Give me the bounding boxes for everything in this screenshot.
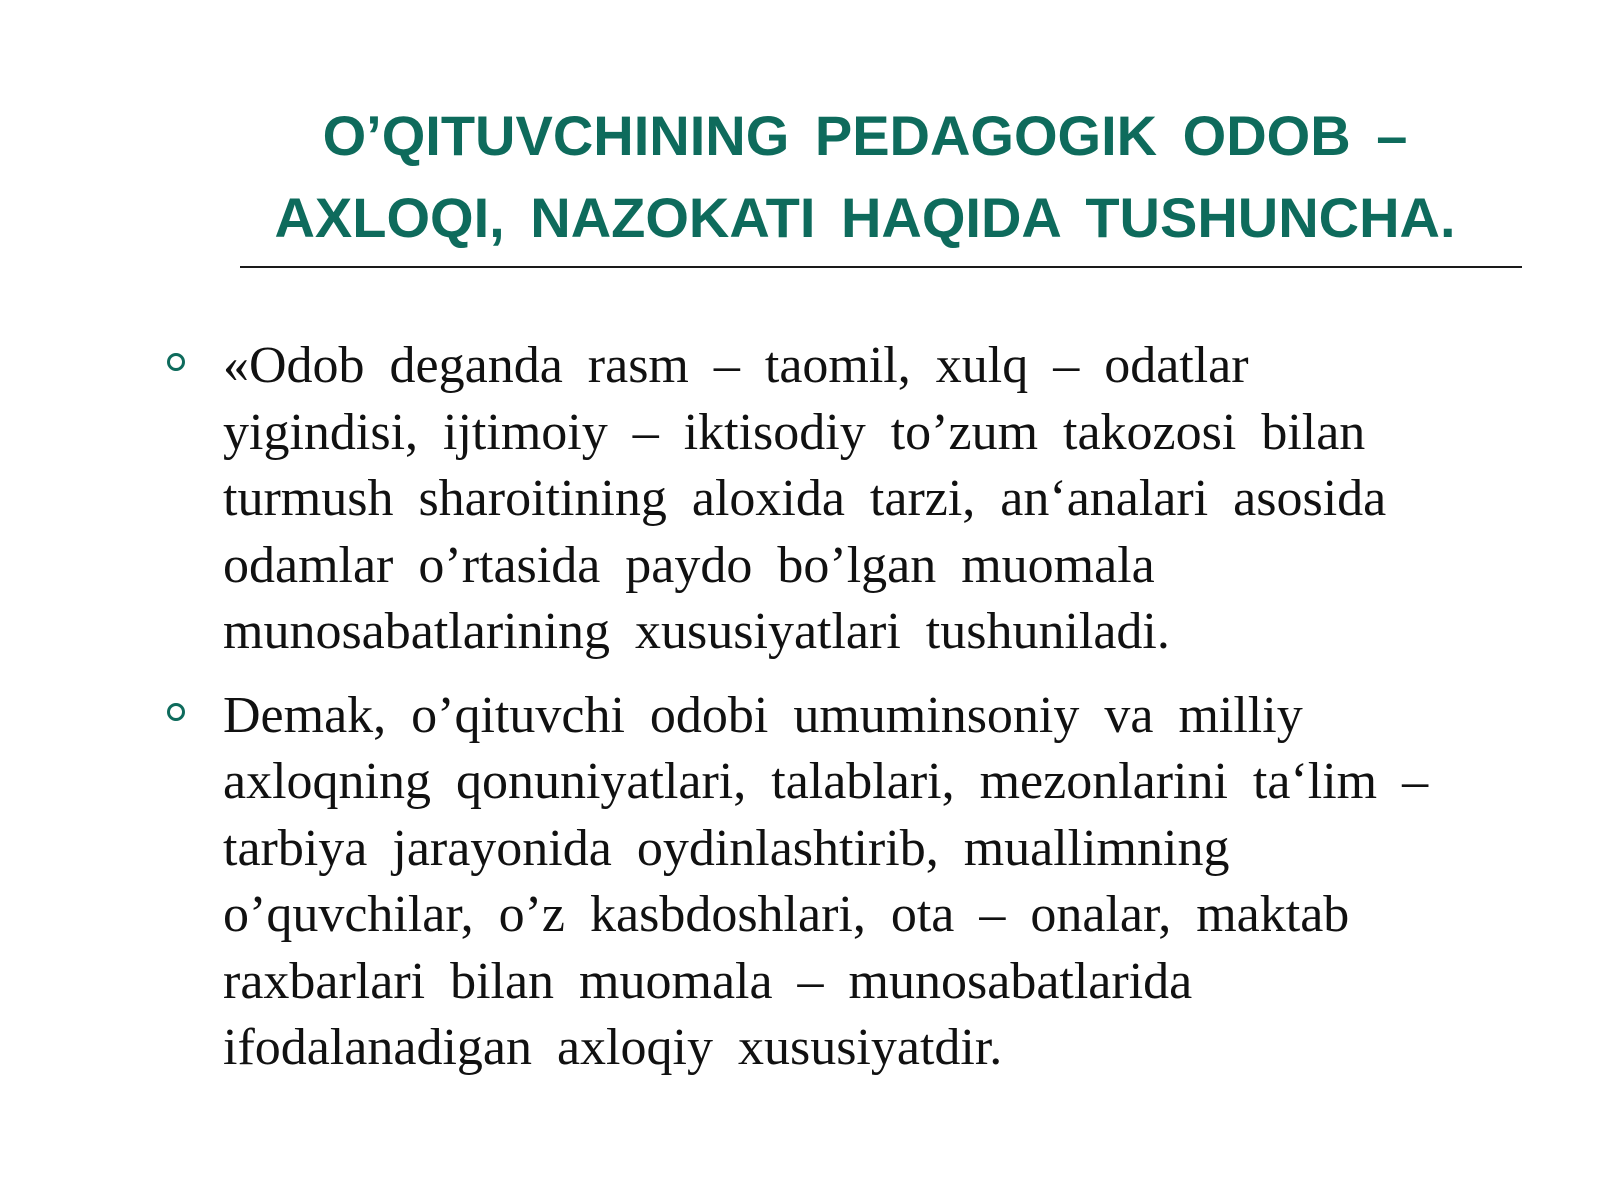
title-line-2: AXLOQI, NAZOKATI HAQIDA TUSHUNCHA. bbox=[274, 186, 1456, 249]
title-line-1: O’QITUVCHINING PEDAGOGIK ODOB – bbox=[322, 104, 1408, 167]
slide-title bbox=[240, 95, 1490, 259]
bullet-2-line-4: o’quvchilar, o’z kasbdoshlari, ota – onalar, maktab bbox=[223, 886, 1350, 943]
bullet-text bbox=[223, 333, 1560, 666]
bullet-item-1 bbox=[160, 333, 1560, 666]
bullet-list bbox=[160, 333, 1560, 1099]
bullet-1-line-5: munosabatlarining xususiyatlari tushuniladi. bbox=[223, 603, 1170, 660]
hollow-circle-bullet-icon bbox=[167, 703, 185, 721]
bullet-1-line-4: odamlar o’rtasida paydo bo’lgan muomala bbox=[223, 536, 1155, 594]
bullet-2-line-3: tarbiya jarayonida oydinlashtirib, muallimning bbox=[223, 819, 1230, 877]
bullet-2-line-1: Demak, o’qituvchi odobi umuminsoniy va milliy bbox=[223, 686, 1303, 744]
bullet-2-line-6: ifodalanadigan axloqiy xususiyatdir. bbox=[223, 1019, 1003, 1076]
bullet-2-line-5: raxbarlari bilan muomala – munosabatlarida bbox=[223, 952, 1193, 1010]
bullet-text bbox=[223, 683, 1560, 1082]
bullet-item-2 bbox=[160, 683, 1560, 1082]
bullet-2-line-2: axloqning qonuniyatlari, talablari, mezonlarini ta‘lim – bbox=[223, 753, 1429, 810]
bullet-1-line-3: turmush sharoitining aloxida tarzi, an‘analari asosida bbox=[223, 470, 1387, 527]
bullet-1-line-2: yigindisi, ijtimoiy – iktisodiy to’zum takozosi bilan bbox=[223, 403, 1366, 461]
title-divider bbox=[240, 266, 1522, 268]
bullet-1-line-1: «Odob deganda rasm – taomil, xulq – odatlar bbox=[223, 337, 1249, 394]
hollow-circle-bullet-icon bbox=[167, 353, 185, 371]
